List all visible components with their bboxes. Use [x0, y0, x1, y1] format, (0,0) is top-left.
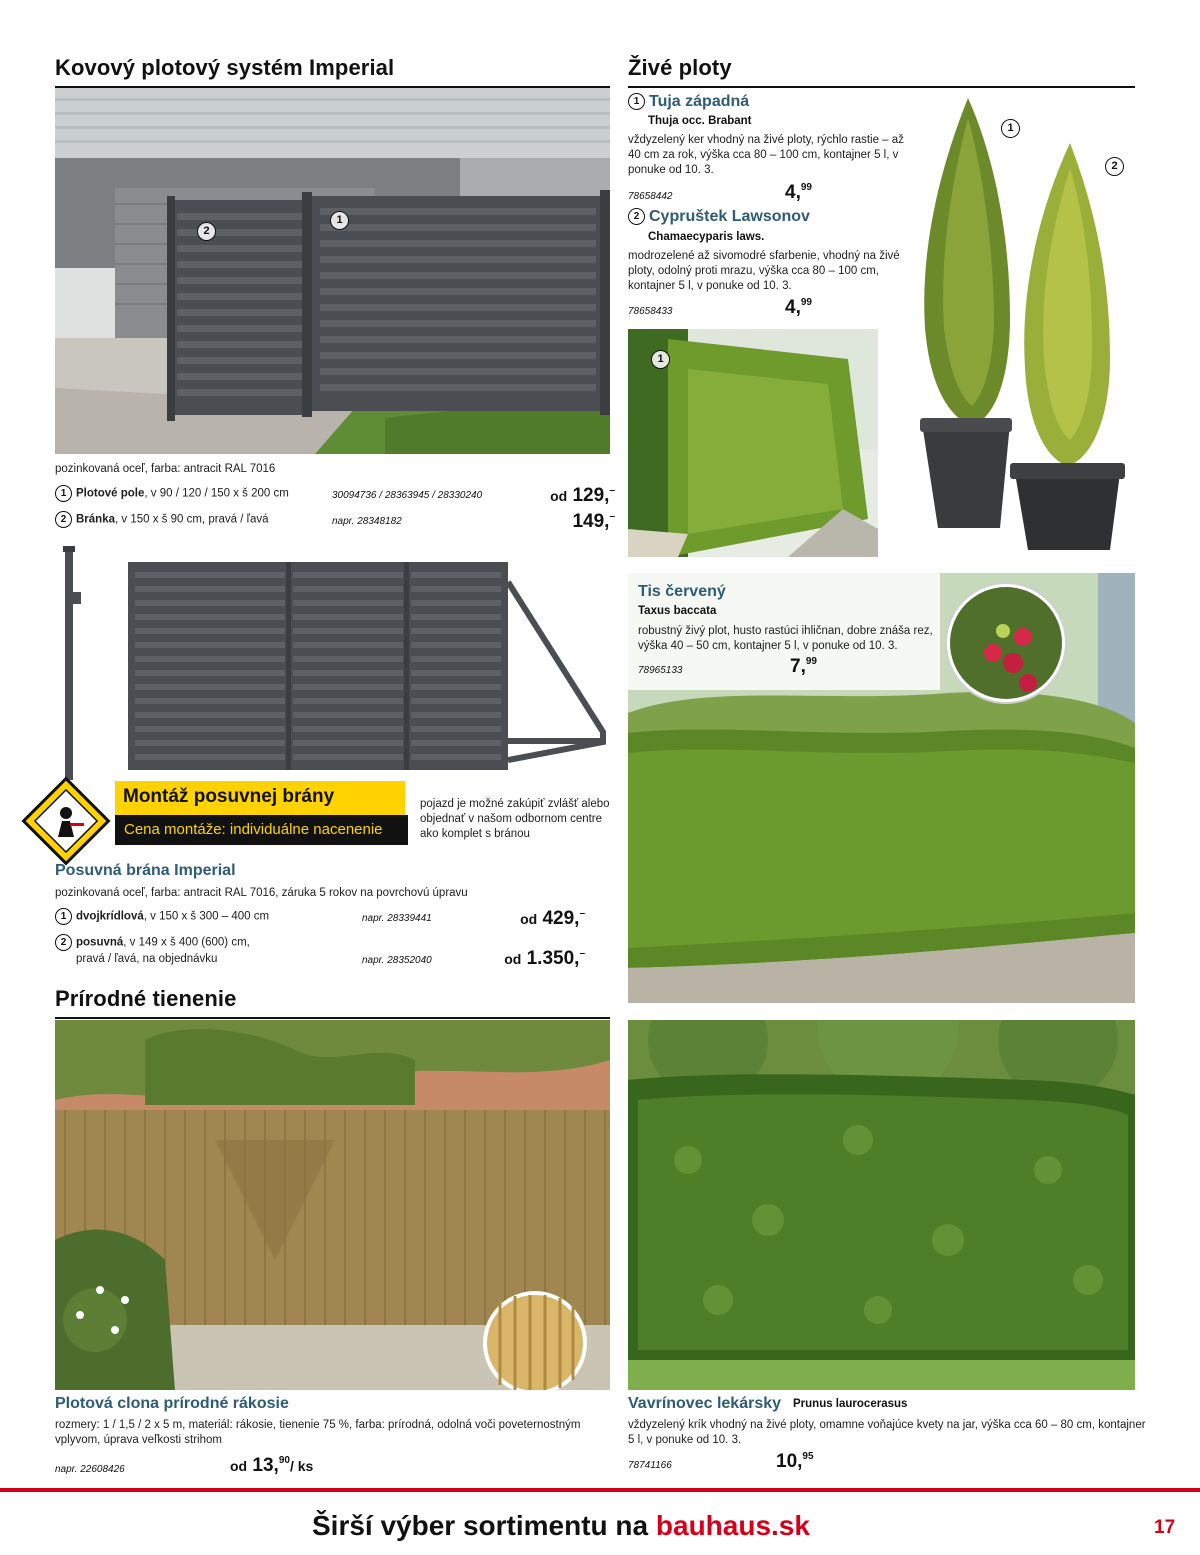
- page-number: 17: [1154, 1517, 1176, 1538]
- item-price: od 129,–: [550, 485, 615, 506]
- montaz-price-label: Cena montáže: individuálne nacenenie: [124, 821, 383, 838]
- yew-latin: Taxus baccata: [638, 605, 717, 617]
- item-name: posuvná: [76, 936, 124, 949]
- reed-screen-photo: [55, 1020, 610, 1390]
- montaz-price-box: [115, 815, 408, 845]
- tienenie-heading: Prírodné tienenie: [55, 986, 237, 1011]
- tienenie-heading-rule: [55, 1017, 610, 1019]
- plant-badge-one: 1: [1001, 119, 1020, 138]
- tuja-price: 4,99: [785, 182, 812, 203]
- hedges-heading: Živé ploty: [628, 55, 732, 80]
- imperial-item-row: [55, 511, 615, 533]
- reed-article-number: napr. 22608426: [55, 1464, 125, 1475]
- potted-conifers-photo: [910, 88, 1135, 553]
- reed-title: Plotová clona prírodné rákosie: [55, 1395, 289, 1412]
- posuvna-description: pozinkovaná oceľ, farba: antracit RAL 7016, záruka 5 rokov na povrchovú úpravu: [55, 887, 468, 899]
- laurel-hedge-photo: [628, 1020, 1135, 1390]
- cyprustek-title: 2 Cypruštek Lawsonov: [628, 208, 810, 226]
- item-article-number: napr. 28352040: [362, 955, 432, 966]
- item-number-badge: 2: [55, 934, 72, 951]
- cyprustek-price: 4,99: [785, 297, 812, 318]
- yew-price: 7,99: [790, 656, 817, 677]
- item-spec: , v 90 / 120 / 150 x š 200 cm: [144, 487, 289, 500]
- laurel-latin: Prunus laurocerasus: [793, 1398, 908, 1410]
- gate-badge-one: 1: [330, 211, 349, 230]
- item-name: dvojkrídlová: [76, 910, 144, 923]
- tuja-article-number: 78658442: [628, 191, 673, 202]
- posuvna-title: Posuvná brána Imperial: [55, 862, 236, 879]
- hedge-badge-one: 1: [651, 350, 670, 369]
- item-number-badge: 1: [55, 485, 72, 502]
- item-spec: , v 150 x š 90 cm, pravá / ľavá: [115, 513, 269, 526]
- laurel-title: Vavrínovec lekársky: [628, 1395, 782, 1412]
- cyprustek-article-number: 78658433: [628, 306, 673, 317]
- thuja-hedge-photo: [628, 329, 878, 557]
- item-name: Bránka: [76, 513, 115, 526]
- tuja-description: vždyzelený ker vhodný na živé ploty, rýchlo rastie – až 40 cm za rok, výška cca 80 – 100 cm, kontajner 5 l, v ponuke od 10. 3.: [628, 134, 904, 176]
- montaz-title-box: [115, 781, 405, 815]
- posuvna-item-row: [55, 908, 585, 930]
- yew-description: robustný živý plot, husto rastúci ihličnan, dobre znáša rez, výška 40 – 50 cm, kontajner 5 l, v ponuke od 10. 3.: [638, 625, 933, 652]
- sliding-gate-photo: [55, 542, 610, 780]
- item-price: od 1.350,–: [504, 948, 585, 969]
- item-number-badge: 2: [55, 511, 72, 528]
- item-article-number: napr. 28339441: [362, 913, 432, 924]
- item-spec: , v 150 x š 300 – 400 cm: [143, 910, 270, 923]
- cyprustek-description: modrozelené až sivomodré sfarbenie, vhodný na živé ploty, odolný proti mrazu, výška cca 80 – 100 cm, kontajner 5 l, v ponuke od 10. 3.: [628, 250, 900, 292]
- plant-badge-two: 2: [1105, 157, 1124, 176]
- laurel-article-number: 78741166: [628, 1460, 672, 1471]
- imperial-fence-photo: [55, 88, 610, 454]
- item-spec: , v 149 x š 400 (600) cm,: [123, 936, 250, 949]
- cyprustek-latin: Chamaecyparis laws.: [648, 231, 765, 243]
- montaz-logo: [20, 775, 112, 867]
- footer-red-rule: [0, 1488, 1200, 1492]
- montaz-note: pojazd je možné zakúpiť zvlášť alebo objednať v našom odbornom centre ako komplet s bránou: [420, 798, 610, 840]
- item-article-number: napr. 28348182: [332, 516, 402, 527]
- yew-article-number: 78965133: [638, 665, 683, 676]
- item-price: od 429,–: [520, 908, 585, 929]
- tuja-title: 1 Tuja západná: [628, 93, 749, 111]
- cyprustek-badge: 2: [628, 208, 645, 225]
- item-spec-line2: pravá / ľavá, na objednávku: [76, 953, 218, 965]
- laurel-description: vždyzelený krík vhodný na živé ploty, omamne voňajúce kvety na jar, výška cca 60 – 80 cm, kontajner 5 l, v ponuke od 10. 3.: [628, 1419, 1146, 1446]
- tuja-latin: Thuja occ. Brabant: [648, 115, 752, 127]
- montaz-title: Montáž posuvnej brány: [123, 786, 335, 807]
- tuja-badge: 1: [628, 93, 645, 110]
- item-article-number: 30094736 / 28363945 / 28330240: [332, 490, 483, 501]
- imperial-item-row: [55, 485, 615, 507]
- reed-description: rozmery: 1 / 1,5 / 2 x 5 m, materiál: rákosie, tienenie 75 %, farba: prírodná, odolná voči poveternostným vplyvom, úprava veľkosti strihom: [55, 1419, 581, 1446]
- footer-tagline: [312, 1510, 810, 1542]
- item-number-badge: 1: [55, 908, 72, 925]
- posuvna-item-row: [55, 934, 585, 970]
- yew-title: Tis červený: [638, 583, 726, 600]
- footer-link[interactable]: bauhaus.sk: [655, 1510, 810, 1541]
- reed-price: od 13,90/ ks: [230, 1455, 314, 1476]
- imperial-description: pozinkovaná oceľ, farba: antracit RAL 7016: [55, 463, 276, 475]
- laurel-price: 10,95: [776, 1451, 814, 1472]
- item-price: 149,–: [572, 511, 615, 532]
- gate-badge-two: 2: [197, 222, 216, 241]
- imperial-heading: Kovový plotový systém Imperial: [55, 55, 395, 80]
- footer-text: Širší výber sortimentu na: [312, 1510, 656, 1541]
- item-name: Plotové pole: [76, 487, 145, 500]
